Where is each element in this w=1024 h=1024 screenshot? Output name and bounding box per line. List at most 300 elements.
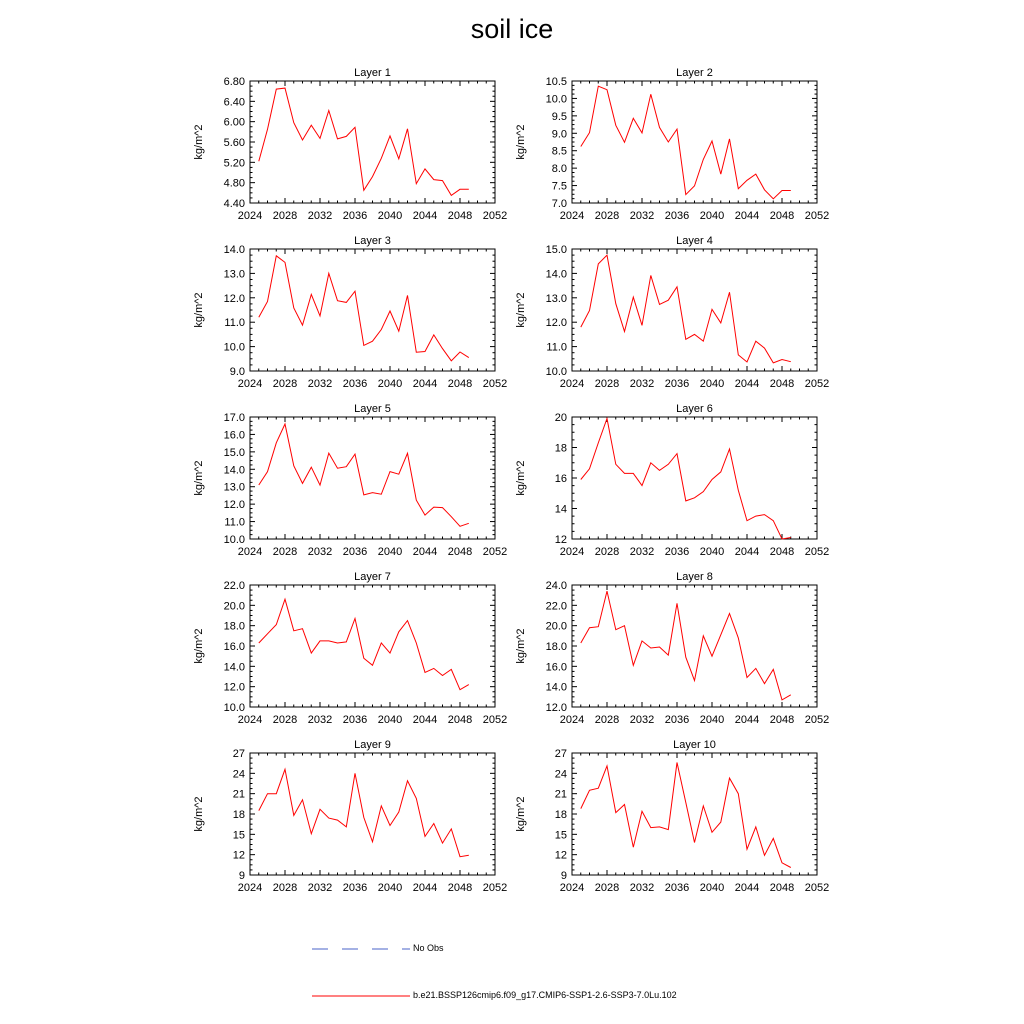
y-tick-label: 20.0 bbox=[545, 620, 567, 633]
data-point bbox=[606, 765, 607, 766]
data-point bbox=[346, 466, 347, 467]
x-tick-label: 2048 bbox=[769, 714, 795, 726]
panel-title: Layer 7 bbox=[354, 571, 391, 583]
data-point bbox=[755, 516, 756, 517]
x-tick-label: 2052 bbox=[482, 714, 508, 726]
x-tick-label: 2048 bbox=[447, 546, 473, 558]
data-point bbox=[615, 812, 616, 813]
y-tick-label: 13.0 bbox=[223, 268, 245, 281]
data-point bbox=[764, 189, 765, 190]
plot-frame bbox=[250, 81, 495, 203]
data-point bbox=[293, 630, 294, 631]
x-tick-label: 2044 bbox=[734, 882, 760, 894]
panel-10 bbox=[515, 739, 829, 894]
y-tick-label: 11.0 bbox=[546, 341, 567, 354]
y-tick-label: 14.0 bbox=[545, 681, 567, 694]
data-point bbox=[615, 125, 616, 126]
y-tick-label: 13.0 bbox=[545, 292, 567, 305]
data-point bbox=[659, 826, 660, 827]
data-point bbox=[668, 141, 669, 142]
y-tick-label: 4.40 bbox=[223, 198, 245, 210]
data-point bbox=[668, 300, 669, 301]
data-point bbox=[659, 646, 660, 647]
series-line bbox=[259, 424, 469, 526]
data-point bbox=[720, 322, 721, 323]
x-tick-label: 2028 bbox=[272, 714, 298, 726]
data-point bbox=[389, 135, 390, 136]
data-point bbox=[424, 672, 425, 673]
data-point bbox=[442, 180, 443, 181]
panel-8 bbox=[515, 571, 829, 726]
data-point bbox=[354, 618, 355, 619]
panel-title: Layer 2 bbox=[676, 67, 713, 79]
data-point bbox=[354, 127, 355, 128]
data-point bbox=[729, 448, 730, 449]
data-point bbox=[363, 345, 364, 346]
x-tick-label: 2048 bbox=[769, 378, 795, 390]
y-tick-label: 27 bbox=[554, 748, 567, 760]
data-point bbox=[267, 129, 268, 130]
data-point bbox=[641, 325, 642, 326]
x-tick-label: 2028 bbox=[594, 210, 620, 222]
x-tick-label: 2040 bbox=[699, 210, 725, 222]
data-point bbox=[416, 183, 417, 184]
data-point bbox=[258, 317, 259, 318]
data-point bbox=[372, 492, 373, 493]
data-point bbox=[624, 142, 625, 143]
data-point bbox=[773, 198, 774, 199]
data-point bbox=[346, 641, 347, 642]
data-point bbox=[641, 485, 642, 486]
data-point bbox=[451, 195, 452, 196]
data-point bbox=[659, 127, 660, 128]
y-tick-label: 24 bbox=[232, 768, 245, 781]
data-point bbox=[416, 642, 417, 643]
y-tick-label: 5.60 bbox=[223, 137, 245, 149]
series-line bbox=[259, 599, 469, 690]
data-point bbox=[738, 637, 739, 638]
y-tick-label: 12.0 bbox=[223, 292, 245, 305]
y-tick-label: 18.0 bbox=[545, 641, 567, 653]
data-point bbox=[442, 507, 443, 508]
y-tick-label: 8.5 bbox=[551, 145, 567, 158]
x-tick-label: 2036 bbox=[342, 378, 368, 390]
x-tick-label: 2032 bbox=[307, 714, 333, 726]
data-point bbox=[781, 190, 782, 191]
data-point bbox=[459, 689, 460, 690]
data-point bbox=[676, 286, 677, 287]
data-point bbox=[598, 86, 599, 87]
data-point bbox=[311, 467, 312, 468]
data-point bbox=[738, 490, 739, 491]
data-point bbox=[720, 174, 721, 175]
x-tick-label: 2048 bbox=[447, 714, 473, 726]
data-point bbox=[650, 275, 651, 276]
series-line bbox=[581, 419, 791, 540]
x-tick-label: 2040 bbox=[377, 546, 403, 558]
data-point bbox=[389, 653, 390, 654]
y-tick-label: 17.0 bbox=[223, 412, 245, 424]
data-point bbox=[433, 179, 434, 180]
x-tick-label: 2024 bbox=[559, 210, 585, 222]
data-point bbox=[389, 825, 390, 826]
data-point bbox=[416, 500, 417, 501]
panel-4 bbox=[515, 235, 829, 390]
data-point bbox=[764, 855, 765, 856]
y-tick-label: 7.5 bbox=[551, 180, 567, 193]
data-point bbox=[589, 790, 590, 791]
data-point bbox=[676, 453, 677, 454]
data-point bbox=[424, 351, 425, 352]
y-tick-label: 12.0 bbox=[223, 499, 245, 512]
x-tick-label: 2044 bbox=[412, 714, 438, 726]
x-tick-label: 2028 bbox=[594, 714, 620, 726]
y-tick-label: 12.0 bbox=[545, 317, 567, 330]
y-tick-label: 8.0 bbox=[551, 163, 567, 176]
panel-title: Layer 3 bbox=[354, 235, 391, 247]
panel-title: Layer 4 bbox=[676, 235, 713, 247]
data-point bbox=[337, 300, 338, 301]
data-point bbox=[398, 631, 399, 632]
data-point bbox=[337, 138, 338, 139]
data-point bbox=[363, 658, 364, 659]
data-point bbox=[302, 483, 303, 484]
data-point bbox=[258, 161, 259, 162]
data-point bbox=[729, 778, 730, 779]
data-point bbox=[451, 516, 452, 517]
y-tick-label: 12 bbox=[232, 849, 245, 862]
data-point bbox=[738, 354, 739, 355]
legend-obs-label: No Obs bbox=[413, 943, 444, 953]
x-tick-label: 2040 bbox=[377, 378, 403, 390]
data-point bbox=[389, 471, 390, 472]
data-point bbox=[624, 473, 625, 474]
data-point bbox=[267, 633, 268, 634]
x-tick-label: 2028 bbox=[594, 546, 620, 558]
data-point bbox=[319, 315, 320, 316]
y-tick-label: 10.5 bbox=[545, 76, 567, 88]
data-point bbox=[764, 683, 765, 684]
y-tick-label: 15.0 bbox=[223, 446, 245, 459]
data-point bbox=[703, 159, 704, 160]
data-point bbox=[433, 668, 434, 669]
data-point bbox=[451, 669, 452, 670]
data-point bbox=[328, 818, 329, 819]
y-tick-label: 18.0 bbox=[223, 620, 245, 633]
x-tick-label: 2048 bbox=[447, 882, 473, 894]
data-point bbox=[284, 88, 285, 89]
data-point bbox=[773, 520, 774, 521]
x-tick-label: 2052 bbox=[804, 378, 830, 390]
x-tick-label: 2044 bbox=[734, 210, 760, 222]
data-point bbox=[258, 642, 259, 643]
y-tick-label: 16 bbox=[554, 473, 567, 485]
data-point bbox=[729, 292, 730, 293]
data-point bbox=[372, 665, 373, 666]
y-tick-label: 18 bbox=[554, 442, 567, 455]
y-tick-label: 10.0 bbox=[223, 341, 245, 354]
data-point bbox=[738, 188, 739, 189]
data-point bbox=[676, 603, 677, 604]
x-tick-label: 2028 bbox=[594, 378, 620, 390]
data-point bbox=[407, 780, 408, 781]
y-tick-label: 16.0 bbox=[545, 661, 567, 674]
data-point bbox=[755, 341, 756, 342]
x-tick-label: 2040 bbox=[699, 546, 725, 558]
x-tick-label: 2048 bbox=[447, 210, 473, 222]
data-point bbox=[650, 647, 651, 648]
x-tick-label: 2024 bbox=[559, 714, 585, 726]
data-point bbox=[685, 339, 686, 340]
figure-title: soil ice bbox=[470, 14, 554, 44]
data-point bbox=[650, 94, 651, 95]
data-point bbox=[598, 626, 599, 627]
data-point bbox=[781, 359, 782, 360]
x-tick-label: 2032 bbox=[307, 378, 333, 390]
y-tick-label: 10.0 bbox=[223, 702, 245, 714]
data-point bbox=[407, 128, 408, 129]
data-point bbox=[424, 515, 425, 516]
plot-frame bbox=[572, 417, 817, 539]
series-line bbox=[259, 769, 469, 856]
plot-frame bbox=[250, 417, 495, 539]
data-point bbox=[589, 310, 590, 311]
data-point bbox=[633, 473, 634, 474]
data-point bbox=[311, 294, 312, 295]
data-point bbox=[781, 862, 782, 863]
data-point bbox=[302, 325, 303, 326]
y-tick-label: 10.0 bbox=[223, 534, 245, 546]
x-tick-label: 2024 bbox=[237, 714, 263, 726]
data-point bbox=[372, 841, 373, 842]
data-point bbox=[354, 454, 355, 455]
data-point bbox=[729, 138, 730, 139]
x-tick-label: 2024 bbox=[559, 546, 585, 558]
data-point bbox=[755, 174, 756, 175]
y-tick-label: 16.0 bbox=[223, 429, 245, 442]
x-tick-label: 2048 bbox=[769, 546, 795, 558]
data-point bbox=[746, 520, 747, 521]
data-point bbox=[354, 773, 355, 774]
data-point bbox=[459, 526, 460, 527]
data-point bbox=[720, 822, 721, 823]
panel-5 bbox=[193, 403, 507, 558]
x-tick-label: 2036 bbox=[664, 378, 690, 390]
x-tick-label: 2052 bbox=[804, 714, 830, 726]
data-point bbox=[598, 263, 599, 264]
data-point bbox=[738, 793, 739, 794]
data-point bbox=[468, 855, 469, 856]
data-point bbox=[676, 129, 677, 130]
data-point bbox=[615, 629, 616, 630]
data-point bbox=[459, 351, 460, 352]
data-point bbox=[624, 625, 625, 626]
data-point bbox=[746, 677, 747, 678]
y-tick-label: 24.0 bbox=[545, 580, 567, 592]
y-tick-label: 9 bbox=[560, 870, 567, 882]
data-point bbox=[302, 799, 303, 800]
data-point bbox=[633, 665, 634, 666]
data-point bbox=[398, 331, 399, 332]
data-point bbox=[676, 762, 677, 763]
x-tick-label: 2032 bbox=[307, 882, 333, 894]
data-point bbox=[755, 668, 756, 669]
data-point bbox=[685, 194, 686, 195]
y-axis-label: kg/m^2 bbox=[515, 292, 527, 328]
data-point bbox=[293, 815, 294, 816]
data-point bbox=[659, 304, 660, 305]
data-point bbox=[407, 295, 408, 296]
data-point bbox=[381, 642, 382, 643]
x-tick-label: 2024 bbox=[237, 546, 263, 558]
data-point bbox=[381, 805, 382, 806]
data-point bbox=[328, 640, 329, 641]
data-point bbox=[407, 453, 408, 454]
data-point bbox=[433, 507, 434, 508]
data-point bbox=[459, 856, 460, 857]
plot-frame bbox=[572, 585, 817, 707]
x-tick-label: 2052 bbox=[804, 882, 830, 894]
data-point bbox=[606, 255, 607, 256]
data-point bbox=[790, 537, 791, 538]
y-tick-label: 14.0 bbox=[545, 268, 567, 281]
x-tick-label: 2052 bbox=[804, 210, 830, 222]
data-point bbox=[346, 302, 347, 303]
data-point bbox=[703, 491, 704, 492]
y-tick-label: 14.0 bbox=[223, 244, 245, 256]
x-tick-label: 2052 bbox=[482, 546, 508, 558]
data-point bbox=[398, 474, 399, 475]
data-point bbox=[746, 180, 747, 181]
x-tick-label: 2036 bbox=[664, 210, 690, 222]
data-point bbox=[711, 140, 712, 141]
data-point bbox=[633, 297, 634, 298]
data-point bbox=[615, 303, 616, 304]
data-point bbox=[668, 655, 669, 656]
data-point bbox=[685, 657, 686, 658]
x-tick-label: 2040 bbox=[699, 378, 725, 390]
data-point bbox=[442, 348, 443, 349]
data-point bbox=[407, 620, 408, 621]
data-point bbox=[764, 514, 765, 515]
x-tick-label: 2032 bbox=[629, 714, 655, 726]
panel-6 bbox=[515, 403, 829, 558]
series-line bbox=[581, 763, 791, 868]
y-tick-label: 9.0 bbox=[551, 128, 567, 141]
y-tick-label: 15 bbox=[554, 829, 567, 842]
data-point bbox=[372, 176, 373, 177]
data-point bbox=[451, 360, 452, 361]
data-point bbox=[381, 158, 382, 159]
x-tick-label: 2052 bbox=[482, 378, 508, 390]
x-tick-label: 2028 bbox=[272, 882, 298, 894]
data-point bbox=[615, 464, 616, 465]
data-point bbox=[276, 89, 277, 90]
data-point bbox=[311, 653, 312, 654]
data-point bbox=[606, 418, 607, 419]
x-tick-label: 2024 bbox=[559, 882, 585, 894]
data-point bbox=[293, 122, 294, 123]
data-point bbox=[580, 808, 581, 809]
y-tick-label: 24 bbox=[554, 768, 567, 781]
y-tick-label: 9 bbox=[238, 870, 245, 882]
data-point bbox=[641, 811, 642, 812]
panel-title: Layer 5 bbox=[354, 403, 391, 415]
data-point bbox=[790, 867, 791, 868]
plot-frame bbox=[250, 585, 495, 707]
y-tick-label: 6.40 bbox=[223, 96, 245, 109]
data-point bbox=[442, 843, 443, 844]
data-point bbox=[781, 699, 782, 700]
data-point bbox=[694, 334, 695, 335]
x-tick-label: 2040 bbox=[377, 210, 403, 222]
data-point bbox=[729, 613, 730, 614]
series-line bbox=[581, 255, 791, 363]
data-point bbox=[624, 804, 625, 805]
data-point bbox=[276, 624, 277, 625]
y-tick-label: 14 bbox=[554, 503, 567, 516]
data-point bbox=[381, 329, 382, 330]
panel-3 bbox=[193, 235, 507, 390]
y-tick-label: 9.0 bbox=[229, 366, 245, 378]
data-point bbox=[363, 817, 364, 818]
x-tick-label: 2048 bbox=[447, 378, 473, 390]
y-tick-label: 15.0 bbox=[545, 244, 567, 256]
data-point bbox=[633, 118, 634, 119]
y-axis-label: kg/m^2 bbox=[193, 628, 205, 664]
x-tick-label: 2028 bbox=[272, 210, 298, 222]
data-point bbox=[468, 189, 469, 190]
data-point bbox=[398, 811, 399, 812]
y-tick-label: 10.0 bbox=[545, 93, 567, 106]
y-axis-label: kg/m^2 bbox=[193, 124, 205, 160]
x-tick-label: 2052 bbox=[482, 210, 508, 222]
data-point bbox=[372, 341, 373, 342]
y-tick-label: 27 bbox=[232, 748, 245, 760]
data-point bbox=[381, 494, 382, 495]
y-tick-label: 6.00 bbox=[223, 116, 245, 129]
plot-frame bbox=[250, 753, 495, 875]
data-point bbox=[711, 656, 712, 657]
data-point bbox=[720, 471, 721, 472]
data-point bbox=[267, 301, 268, 302]
x-tick-label: 2032 bbox=[307, 210, 333, 222]
data-point bbox=[311, 125, 312, 126]
data-point bbox=[641, 640, 642, 641]
data-point bbox=[258, 810, 259, 811]
data-point bbox=[668, 829, 669, 830]
plot-frame bbox=[250, 249, 495, 371]
data-point bbox=[451, 828, 452, 829]
data-point bbox=[790, 190, 791, 191]
x-tick-label: 2028 bbox=[272, 378, 298, 390]
x-tick-label: 2036 bbox=[342, 546, 368, 558]
panel-title: Layer 6 bbox=[676, 403, 713, 415]
x-tick-label: 2036 bbox=[664, 882, 690, 894]
data-point bbox=[258, 484, 259, 485]
data-point bbox=[267, 793, 268, 794]
data-point bbox=[703, 341, 704, 342]
data-point bbox=[319, 485, 320, 486]
data-point bbox=[337, 468, 338, 469]
x-tick-label: 2024 bbox=[237, 882, 263, 894]
x-tick-label: 2044 bbox=[734, 714, 760, 726]
data-point bbox=[685, 802, 686, 803]
data-point bbox=[459, 189, 460, 190]
x-tick-label: 2044 bbox=[734, 546, 760, 558]
data-point bbox=[781, 538, 782, 539]
data-point bbox=[746, 849, 747, 850]
